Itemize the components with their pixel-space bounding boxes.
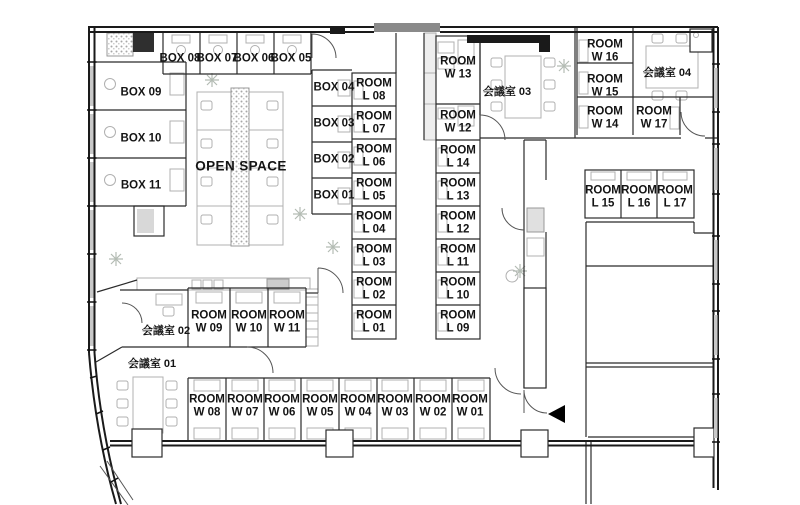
box-label-05: BOX 05 <box>270 52 312 65</box>
room-label-w06: ROOM W 06 <box>264 393 300 418</box>
plant-icon <box>205 73 219 87</box>
meeting-room-label-04: 会議室 04 <box>642 67 692 79</box>
box-label-06: BOX 06 <box>233 52 275 65</box>
plant-icon <box>513 264 527 278</box>
plant-icon <box>557 59 571 73</box>
room-label-l02: ROOM L 02 <box>356 276 392 301</box>
meeting-room-label-01: 会議室 01 <box>127 358 177 370</box>
room-label-w16: ROOM W 16 <box>587 38 623 63</box>
room-label-l06: ROOM L 06 <box>356 143 392 168</box>
room-label-l11: ROOM L 11 <box>440 243 476 268</box>
room-label-w17: ROOM W 17 <box>636 105 672 130</box>
box-label-10: BOX 10 <box>120 132 162 145</box>
box-label-11: BOX 11 <box>120 179 162 192</box>
room-label-l01: ROOM L 01 <box>356 309 392 334</box>
room-label-l14: ROOM L 14 <box>440 144 476 169</box>
room-label-w08: ROOM W 08 <box>189 393 225 418</box>
box-label-09: BOX 09 <box>120 86 162 99</box>
box-label-07: BOX 07 <box>196 52 238 65</box>
box-label-03: BOX 03 <box>313 117 355 130</box>
meeting-room-label-02: 会議室 02 <box>141 325 191 337</box>
plant-icon <box>326 240 340 254</box>
box-label-08: BOX 08 <box>159 52 201 65</box>
room-label-w04: ROOM W 04 <box>340 393 376 418</box>
room-label-w07: ROOM W 07 <box>227 393 263 418</box>
open-space-label: OPEN SPACE <box>195 158 287 174</box>
room-label-l12: ROOM L 12 <box>440 210 476 235</box>
room-label-l16: ROOM L 16 <box>621 184 657 209</box>
room-label-w02: ROOM W 02 <box>415 393 451 418</box>
room-label-l07: ROOM L 07 <box>356 110 392 135</box>
room-label-w03: ROOM W 03 <box>377 393 413 418</box>
room-label-w13: ROOM W 13 <box>440 55 476 80</box>
shaft-wall <box>374 23 440 32</box>
room-label-w14: ROOM W 14 <box>587 105 623 130</box>
room-label-l08: ROOM L 08 <box>356 77 392 102</box>
room-label-w01: ROOM W 01 <box>452 393 488 418</box>
room-label-l17: ROOM L 17 <box>657 184 693 209</box>
meeting-room-label-03: 会議室 03 <box>482 86 532 98</box>
room-label-l04: ROOM L 04 <box>356 210 392 235</box>
room-label-l09: ROOM L 09 <box>440 309 476 334</box>
room-label-w15: ROOM W 15 <box>587 73 623 98</box>
room-label-w11: ROOM W 11 <box>269 309 305 334</box>
plant-icon <box>293 207 307 221</box>
room-label-l05: ROOM L 05 <box>356 177 392 202</box>
plant-icon <box>109 252 123 266</box>
room-label-l13: ROOM L 13 <box>440 177 476 202</box>
room-label-l15: ROOM L 15 <box>585 184 621 209</box>
box-label-01: BOX 01 <box>313 189 355 202</box>
room-label-w10: ROOM W 10 <box>231 309 267 334</box>
room-label-l10: ROOM L 10 <box>440 276 476 301</box>
box-label-02: BOX 02 <box>313 153 355 166</box>
room-label-w12: ROOM W 12 <box>440 109 476 134</box>
box-label-04: BOX 04 <box>313 81 355 94</box>
room-label-l03: ROOM L 03 <box>356 243 392 268</box>
entrance-arrow-icon <box>548 405 565 423</box>
room-label-w09: ROOM W 09 <box>191 309 227 334</box>
room-label-w05: ROOM W 05 <box>302 393 338 418</box>
